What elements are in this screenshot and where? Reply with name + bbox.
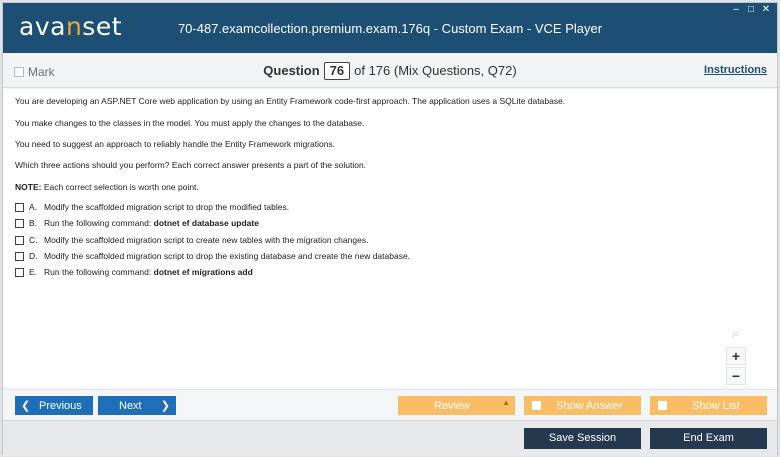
answer-option-d[interactable] [15,251,410,261]
footer-bar [3,420,777,456]
show-list-button[interactable] [650,396,767,415]
save-session-button[interactable]: Save Session [524,428,641,449]
answer-option-a[interactable] [15,202,289,212]
magnify-icon: ⌕ [731,325,741,342]
maximize-icon[interactable]: □ [747,4,755,15]
caret-up-icon: ▲ [502,398,510,407]
answer-option-e[interactable] [15,267,253,277]
question-number-input[interactable]: 76 [324,62,350,80]
answer-checkbox[interactable] [15,203,24,212]
option-letter: C. [29,235,38,245]
question-counter [3,62,777,80]
option-letter: E. [29,267,38,277]
minimize-icon[interactable]: – [733,4,739,15]
answer-option-b[interactable] [15,218,259,228]
question-paragraph: Which three actions should you perform? Each correct answer presents a part of the solution. [15,160,367,170]
window-controls [731,4,771,16]
question-content [3,89,777,387]
end-exam-button[interactable]: End Exam [650,428,767,449]
answer-checkbox[interactable] [15,236,24,245]
show-list-label: Show List [692,399,740,412]
answer-checkbox[interactable] [15,219,24,228]
zoom-out-button[interactable]: − [726,367,746,385]
option-text: Run the following command: dotnet ef database update [44,218,259,228]
answer-checkbox[interactable] [15,268,24,277]
show-answer-checkbox[interactable] [532,401,541,410]
show-answer-button[interactable] [524,396,641,415]
navigation-bar [3,389,777,419]
show-answer-label: Show Answer [556,399,623,412]
option-letter: B. [29,218,38,228]
question-total: of 176 (Mix Questions, Q72) [354,63,517,78]
review-label: Review [434,399,471,412]
instructions-link[interactable]: Instructions [704,64,767,76]
question-paragraph: You are developing an ASP.NET Core web application by using an Entity Framework code-first approach. The application uses a SQLite database. [15,96,566,106]
chevron-right-icon: ❯ [160,400,170,412]
option-text: Modify the scaffolded migration script to create new tables with the migration changes. [44,235,369,245]
option-text: Modify the scaffolded migration script to drop the existing database and create the new database. [44,251,411,261]
note-text: Each correct selection is worth one point. [41,182,199,192]
next-label: Next [119,399,142,412]
chevron-left-icon: ❮ [21,400,31,412]
question-header [3,53,777,88]
window-title: 70-487.examcollection.premium.exam.176q - Custom Exam - VCE Player [177,21,603,36]
note-label: NOTE: [15,182,42,192]
question-paragraph: You make changes to the classes in the model. You must apply the changes to the database. [15,118,365,128]
option-text: Modify the scaffolded migration script to drop the modified tables. [44,202,290,212]
question-note [15,182,199,192]
close-icon[interactable]: ✕ [761,4,771,15]
option-text: Run the following command: dotnet ef migrations add [44,267,253,277]
answer-checkbox[interactable] [15,252,24,261]
mark-label: Mark [28,65,55,79]
zoom-in-button[interactable]: + [726,347,746,365]
previous-button[interactable] [15,396,93,415]
title-bar [3,3,777,53]
option-letter: D. [29,251,38,261]
question-label: Question [263,63,320,78]
zoom-controls [725,325,747,387]
question-paragraph: You need to suggest an approach to reliably handle the Entity Framework migrations. [15,139,336,149]
next-button[interactable] [98,396,176,415]
option-letter: A. [29,202,38,212]
answer-option-c[interactable] [15,235,368,245]
avanset-logo: avanset [19,12,123,41]
review-button[interactable] [398,396,515,415]
show-list-checkbox[interactable] [658,401,667,410]
exam-window [2,2,778,455]
previous-label: Previous [39,399,82,412]
